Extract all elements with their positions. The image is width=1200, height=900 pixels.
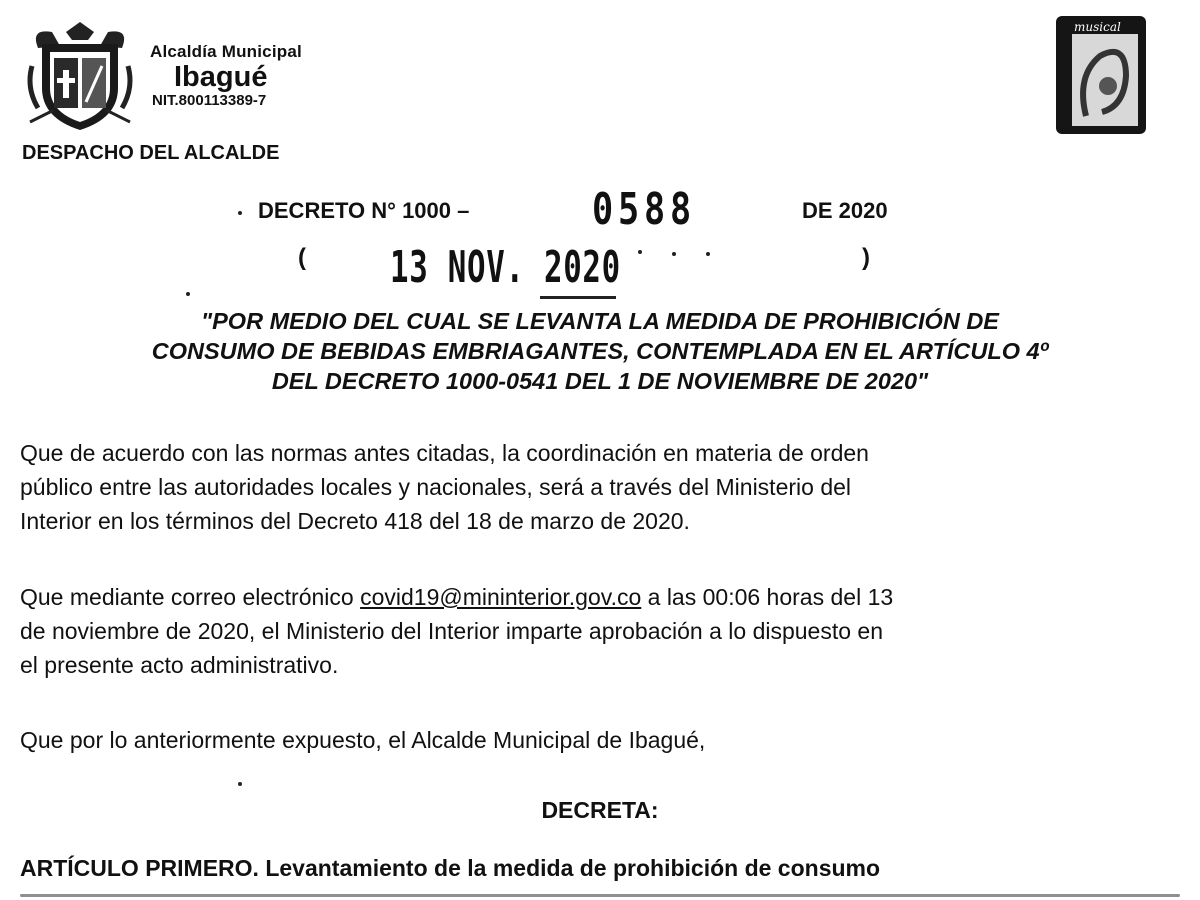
decree-date-line (0, 242, 1200, 302)
nit-number: NIT.800113389-7 (152, 92, 267, 109)
title-line: "POR MEDIO DEL CUAL SE LEVANTA LA MEDIDA DE PROHIBICIÓN DE (200, 308, 999, 334)
paren-close: ) (862, 244, 870, 271)
text-segment: a las 00:06 horas del 13 (641, 584, 894, 610)
stamp-underline (540, 296, 616, 299)
title-line: CONSUMO DE BEBIDAS EMBRIAGANTES, CONTEMPLADA EN EL ARTÍCULO 4º (151, 338, 1049, 364)
stray-dot (186, 292, 190, 296)
city-name: Ibagué (174, 61, 268, 93)
municipality-brand (150, 42, 302, 109)
paragraph-approval (20, 580, 1160, 682)
paragraph-coordination (20, 436, 1160, 538)
office-name: DESPACHO DEL ALCALDE (22, 142, 280, 164)
paragraph-line: de noviembre de 2020, el Ministerio del Interior imparte aprobación a lo dispuesto en (20, 618, 884, 644)
cut-off-text-line (20, 890, 1180, 900)
text-segment: Que mediante correo electrónico (20, 584, 361, 610)
paragraph-line: Interior en los términos del Decreto 418 del 18 de marzo de 2020. (20, 508, 690, 534)
decree-label: DECRETO N° 1000 – (258, 198, 470, 223)
paragraph-line: público entre las autoridades locales y nacionales, será a través del Ministerio del (20, 474, 852, 500)
email-link[interactable]: covid19@mininterior.gov.co (360, 584, 642, 610)
stray-dot (672, 252, 676, 256)
paragraph-line (20, 580, 1160, 614)
paren-open: ( (298, 244, 306, 271)
decree-number-line (0, 184, 1200, 238)
paragraph-line: Que de acuerdo con las normas antes citadas, la coordinación en materia de orden (20, 440, 869, 466)
decree-title (20, 306, 1180, 396)
decree-year: DE 2020 (802, 198, 888, 223)
logo-label: musical (1074, 20, 1121, 34)
stray-dot (238, 211, 242, 215)
stray-dot (638, 250, 642, 254)
stray-dot (706, 252, 710, 256)
paragraph-line: el presente acto administrativo. (20, 652, 339, 678)
paragraph-line: Que por lo anteriormente expuesto, el Alcalde Municipal de Ibagué, (20, 727, 706, 753)
alcaldia-label: Alcaldía Municipal (150, 42, 302, 61)
paragraph-mayor (20, 723, 1160, 757)
date-stamp: 13 NOV. 2020 (390, 242, 621, 293)
article-one-heading: ARTÍCULO PRIMERO. Levantamiento de la medida de prohibición de consumo (20, 855, 881, 881)
title-line: DEL DECRETO 1000-0541 DEL 1 DE NOVIEMBRE DE 2020" (271, 368, 929, 394)
stray-dot (238, 782, 242, 786)
municipal-seal-icon (24, 18, 136, 136)
ibague-musical-logo-icon (1056, 16, 1146, 134)
decree-number: 0588 (592, 184, 696, 235)
decreta-heading: DECRETA: (541, 797, 659, 823)
